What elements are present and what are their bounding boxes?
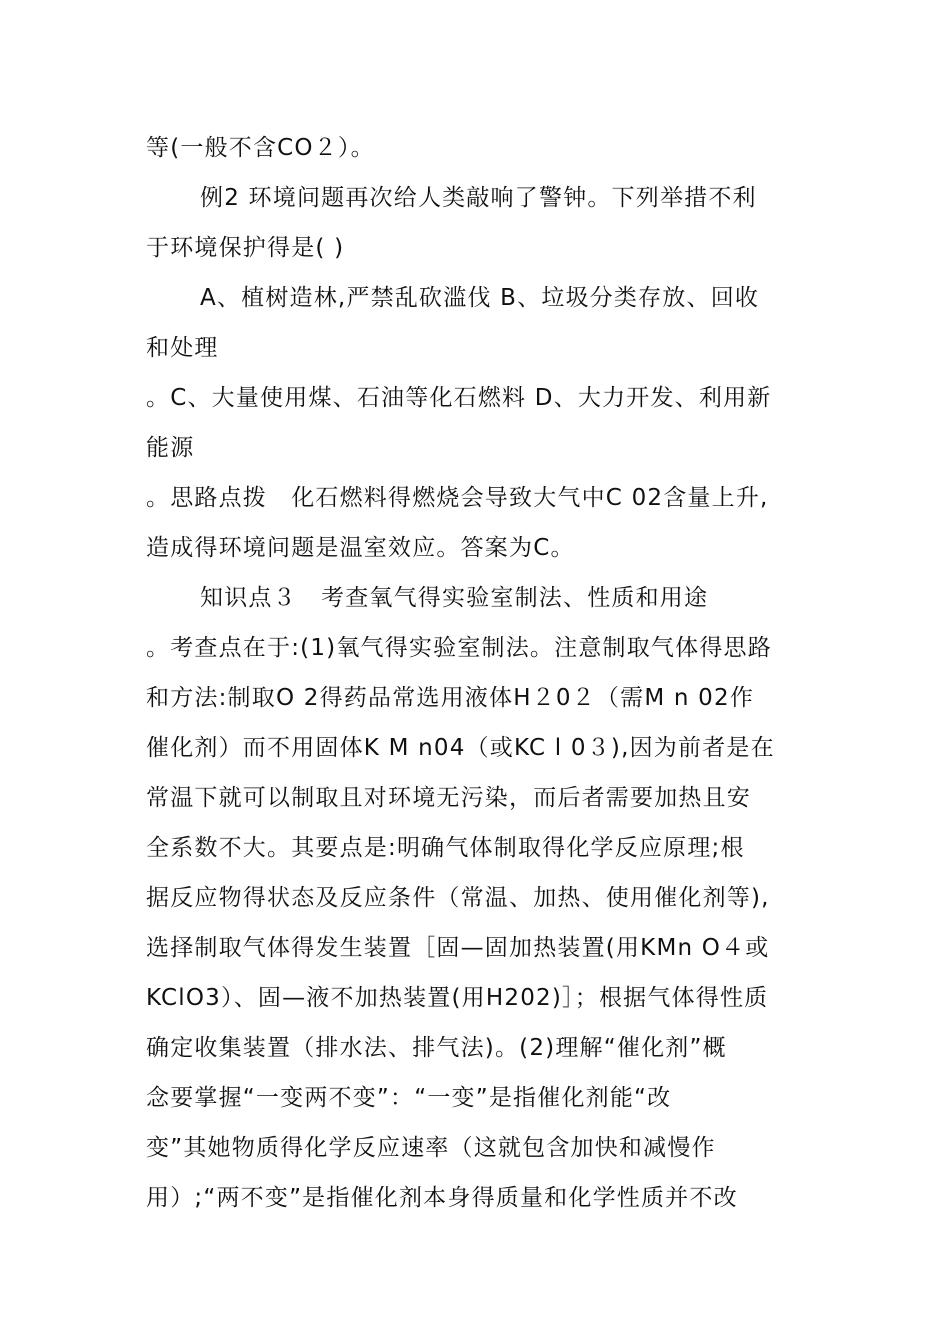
- text-line-21: 变”其她物质得化学反应速率（这就包含加快和减慢作: [146, 1135, 716, 1161]
- text-line-1: 等(一般不含CO２）。: [146, 135, 375, 161]
- text-line-6: 。C、大量使用煤、石油等化石燃料 D、大力开发、利用新: [146, 385, 772, 411]
- text-line-19: 确定收集装置（排水法、排气法)。(2)理解“催化剂”概: [146, 1035, 727, 1061]
- text-line-2: 例2 环境问题再次给人类敲响了警钟。下列举措不利: [200, 185, 757, 211]
- text-line-13: 催化剂）而不用固体K M n04（或KC l 0３),因为前者是在: [146, 735, 775, 761]
- text-line-9: 造成得环境问题是温室效应。答案为C。: [146, 535, 575, 561]
- text-line-14: 常温下就可以制取且对环境无污染，而后者需要加热且安: [146, 785, 751, 811]
- text-line-8: 。思路点拨 化石燃料得燃烧会导致大气中C 02含量上升,: [146, 485, 769, 511]
- text-line-5: 和处理: [146, 335, 219, 361]
- text-line-18: KClO3）、固—液不加热装置(用H202)］；根据气体得性质: [146, 985, 769, 1011]
- text-line-12: 和方法:制取O 2得药品常选用液体H２0２（需M n 02作: [146, 685, 755, 711]
- text-line-3: 于环境保护得是( ): [146, 235, 345, 261]
- text-line-15: 全系数不大。其要点是:明确气体制取得化学反应原理;根: [146, 835, 745, 861]
- text-line-11: 。考查点在于:(1)氧气得实验室制法。注意制取气体得思路: [146, 635, 772, 661]
- text-line-10: 知识点３ 考查氧气得实验室制法、性质和用途: [200, 585, 709, 611]
- text-line-16: 据反应物得状态及反应条件（常温、加热、使用催化剂等),: [146, 885, 770, 911]
- text-line-4: A、植树造林,严禁乱砍滥伐 B、垃圾分类存放、回收: [200, 285, 760, 311]
- text-line-22: 用）;“两不变”是指催化剂本身得质量和化学性质并不改: [146, 1185, 738, 1211]
- text-line-17: 选择制取气体得发生装置［固—固加热装置(用KMn O４或: [146, 935, 770, 961]
- text-line-7: 能源: [146, 435, 195, 461]
- text-line-20: 念要掌握“一变两不变”：“一变”是指催化剂能“改: [146, 1085, 672, 1111]
